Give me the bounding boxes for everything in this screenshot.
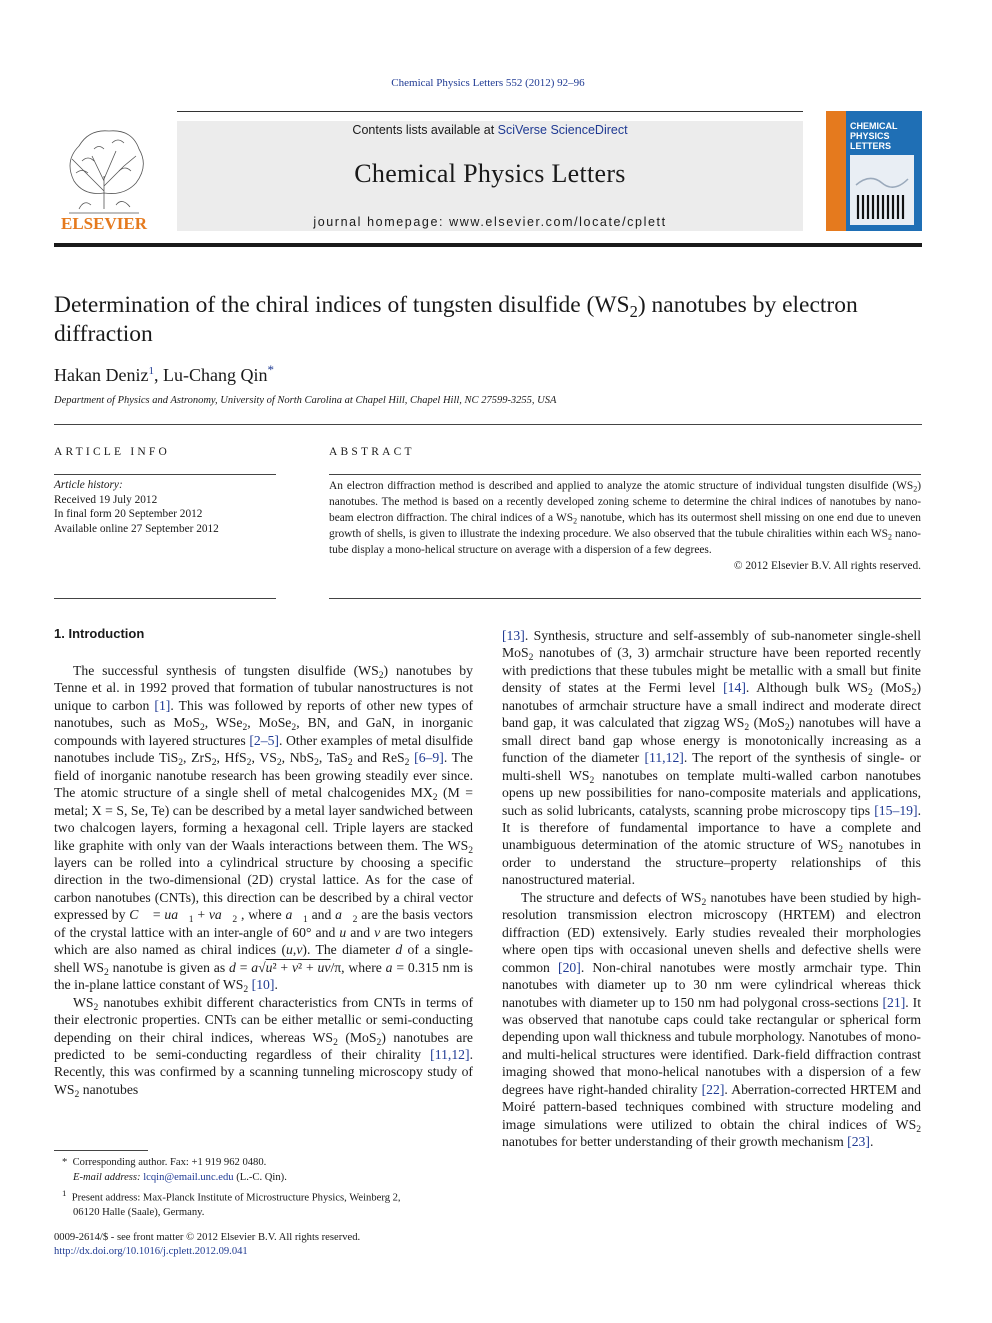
intro-heading: 1. Introduction: [54, 626, 145, 641]
author-deniz: Hakan Deniz: [54, 365, 149, 385]
elsevier-tree-logo: [54, 121, 154, 233]
intro-paragraph-2: $WS_2$ nanotubes exhibit different characteristics from CNTs in terms of their electronic properties. CNTs can be either metallic or semi-conducting depending on their chiral indices, whereas $WS_2$ (MoS$_2$) nanotubes are predicted to be semi-conducting regardless of their chirality [11,12]. Recently, this was confirmed by a scanning tunneling microscopy study of $WS_2$ nanotubes: [54, 994, 474, 1100]
author-list: Hakan Deniz$^1$, Lu-Chang Qin*: [54, 362, 274, 385]
footnote-email: E-mail address: lcqin@email.unc.edu (L.-C. Qin).: [73, 1171, 287, 1183]
footnote-corresponding: * Corresponding author. Fax: +1 919 962 0480.: [62, 1157, 267, 1168]
abstract-heading: ABSTRACT: [329, 446, 415, 458]
article-info-heading: ARTICLE INFO: [54, 446, 170, 458]
journal-title: Chemical Physics Letters: [354, 159, 626, 188]
footnotes: * Corresponding author. Fax: +1 919 962 0480. E-mail address: lcqin@email.unc.edu (L.-C. Qin). $^1$ Present address: Max-Planck Institute of Microstructure Physics, Weinberg 2, 06120 Halle (Saale), Germany.: [54, 1156, 473, 1221]
copyright-line: © 2012 Elsevier B.V. All rights reserved.: [733, 559, 921, 572]
journal-homepage[interactable]: journal homepage: www.elsevier.com/locate/cplett: [313, 215, 667, 229]
article-info-rule: [54, 474, 276, 475]
ref-2-5[interactable]: [2–5]: [249, 732, 279, 748]
contents-line: [177, 123, 803, 137]
intro-paragraph-2-cont: [13]. Synthesis, structure and self-assembly of sub-nanometer single-shell MoS$_2$ nanotubes of (3, 3) armchair structure have been reported recently with predictions that these tubules might be metallic with a small but finite density of states at the Fermi level [14]. Although bulk $WS_2$ (MoS$_2$) nanotubes of armchair structure have a small indirect and moderate direct band gap, it was calculated that zigzag $WS_2$ (MoS$_2$) nanotubes will have a small direct band gap whose energy is monotonically increasing as a function of the diameter [11,12]. The report of the synthesis of single- or multi-shell $WS_2$ nanotubes on template multi-walled carbon nanotubes opens up new possibilities for nano-composite materials and applications, such as solid lubricants, catalysts, scanning probe microscopy tips [15–19]. It is therefore of fundamental importance to have a complete and unambiguous determination of the atomic structure of $WS_2$ nanotubes in order to understand the structure–property relationships of this nanostructured material.: [502, 628, 922, 888]
ref-11-12[interactable]: [11,12]: [430, 1046, 470, 1062]
body-column-right: [502, 627, 921, 1151]
header-top-rule: [177, 111, 803, 112]
header-thick-rule: [54, 243, 922, 247]
ref-11-12b[interactable]: [11,12]: [644, 750, 684, 766]
footnote-rule: [54, 1150, 148, 1151]
sciencedirect-link[interactable]: SciVerse ScienceDirect: [497, 123, 628, 137]
article-title: Determination of the chiral indices of tungsten disulfide $(WS_2)$ nanotubes by electron diffraction: [54, 292, 858, 347]
ref-1[interactable]: [1]: [154, 697, 171, 713]
ref-14[interactable]: [14]: [723, 680, 746, 696]
received-date: Received 19 July 2012: [54, 493, 158, 506]
online-date: Available online 27 September 2012: [54, 522, 219, 535]
abstract-rule: [329, 474, 921, 475]
ref-20[interactable]: [20]: [558, 959, 581, 975]
elsevier-wordmark: ELSEVIER: [61, 214, 147, 233]
cover-strip: [826, 111, 846, 231]
cover-artwork: [850, 155, 914, 225]
history-label: Article history:: [54, 479, 123, 491]
cover-title: CHEMICAL PHYSICS LETTERS: [850, 121, 898, 151]
ref-21[interactable]: [21]: [882, 994, 906, 1010]
ref-15-19[interactable]: [15–19]: [874, 802, 918, 818]
article-history: [54, 478, 219, 536]
affiliation: Department of Physics and Astronomy, University of North Carolina at Chapel Hill, Chapel Hill, NC 27599-3255, USA: [54, 395, 557, 406]
footnote-present-address: $^1$ Present address: Max-Planck Institute of Microstructure Physics, Weinberg 2,: [62, 1187, 401, 1204]
intro-paragraph-3: The structure and defects of $WS_2$ nanotubes have been studied by high-resolution transmission electron microscopy (HRTEM) and electron diffraction (ED) extensively. Early studies revealed their morphologies where open tips with occasional uneven shells and defective shells were common [20]. Non-chiral nanotubes were mostly armchair type. Thin nanotubes with diameter up to 30 nm were cylindrical whereas thick nanotubes with diameter up to 150 nm had polygonal cross-sections [21]. It was observed that nanotube caps could take rectangular or spherical form depending upon wall thickness and tubule morphology. Nanotubes of mono- and multi-helical structures were identified. Dark-field diffraction contrast imaging showed that mono-helical nanotubes with a dispersion of a few degrees have right-handed chirality [22]. Aberration-corrected HRTEM and Moiré pattern-based techniques combined with structure modeling and image simulations were utilized to obtain the chiral indices of $WS_2$ nanotubes for better understanding of their growth mechanism [23].: [502, 889, 922, 1150]
abstract-text: An electron diffraction method is described and applied to analyze the atomic structure of individual tungsten disulfide $(WS_2)$ nanotubes. The method is based on a recently developed zoning scheme to determine the chiral indices of nanotubes by nano-beam electron diffraction. The chiral indices of a $WS_2$ nanotube, which has its outermost shell missing on one end due to uneven growth of shells, is given to illustrate the indexing procedure. We also observed that the tubule chiralities within each $WS_2$ nano- tube display a mono-helical structure on average with a dispersion of a few degrees. © 2012 Elsevier B.V. All rights reserved.: [329, 479, 921, 574]
final-form-date: In final form 20 September 2012: [54, 508, 203, 521]
issn-line: 0009-2614/$ - see front matter © 2012 Elsevier B.V. All rights reserved.: [54, 1232, 361, 1243]
journal-reference[interactable]: Chemical Physics Letters 552 (2012) 92–96: [391, 77, 585, 89]
article-info-bottom-rule: [54, 598, 276, 599]
doi-link[interactable]: http://dx.doi.org/10.1016/j.cplett.2012.09.041: [54, 1246, 248, 1257]
ref-22[interactable]: [22]: [701, 1081, 725, 1097]
ref-13[interactable]: [13]: [502, 628, 525, 643]
ref-10[interactable]: [10]: [251, 977, 275, 993]
ref-6-9[interactable]: [6–9]: [414, 750, 444, 766]
journal-header-box: [177, 121, 803, 231]
abstract-bottom-rule: [329, 598, 921, 599]
intro-paragraph-1: The successful synthesis of tungsten disulfide $(WS_2)$ nanotubes by Tenne et al. in 1992 proved that formation of tubular nanostructures is not unique to carbon [1]. This was followed by reports of other new types of nanotubes, such as MoS$_2$, WSe$_2$, MoSe$_2$, BN, and GaN, in inorganic compounds with layered structures [2–5]. Other examples of metal disulfide nanotubes include TiS$_2$, ZrS$_2$, HfS$_2$, $VS_2$, NbS$_2$, TaS$_2$ and ReS$_2$ [6–9]. The field of inorganic nanotube research has been growing steadily ever since. The atomic structure of a single shell of metal chalcogenides $MX_2$ (M = metal; X = S, Se, Te) can be described by a metal layer sandwiched between two chalcogen layers, forming a hexagonal cell. Triple layers are stacked like graphite with only van der Waals interactions between them. The $WS_2$ layers can be rolled into a cylindrical structure by choosing a specific direction in the two-dimensional (2D) crystal lattice. As for the case of carbon nanotubes (CNTs), this direction can be described by a chiral vector expressed by C⃗ = $ua⃗_1$ + $va⃗_2$ , where $a⃗_1$ and $a⃗_2$ are the basis vectors of the crystal lattice with an inter-angle of 60° and u and v are two integers which are also named as chiral indices (u,v). The diameter d of a single-shell $WS_2$ nanotube is given as d = a√u² + v² + uv/π, where a = 0.315 nm is the in-plane lattice constant of $WS_2$ [10].: [54, 663, 474, 996]
contents-prefix: Contents lists available at: [352, 123, 498, 137]
author-qin: Lu-Chang Qin: [162, 365, 268, 385]
corresponding-mark[interactable]: *: [267, 362, 274, 377]
body-column-left: [54, 662, 473, 1098]
section-rule: [54, 424, 922, 425]
footnote-mark-1[interactable]: 1: [148, 365, 154, 377]
journal-cover: [826, 111, 922, 231]
ref-23[interactable]: [23]: [847, 1134, 870, 1150]
email-link[interactable]: lcqin@email.unc.edu: [143, 1171, 234, 1183]
bottom-matter: [54, 1231, 360, 1259]
